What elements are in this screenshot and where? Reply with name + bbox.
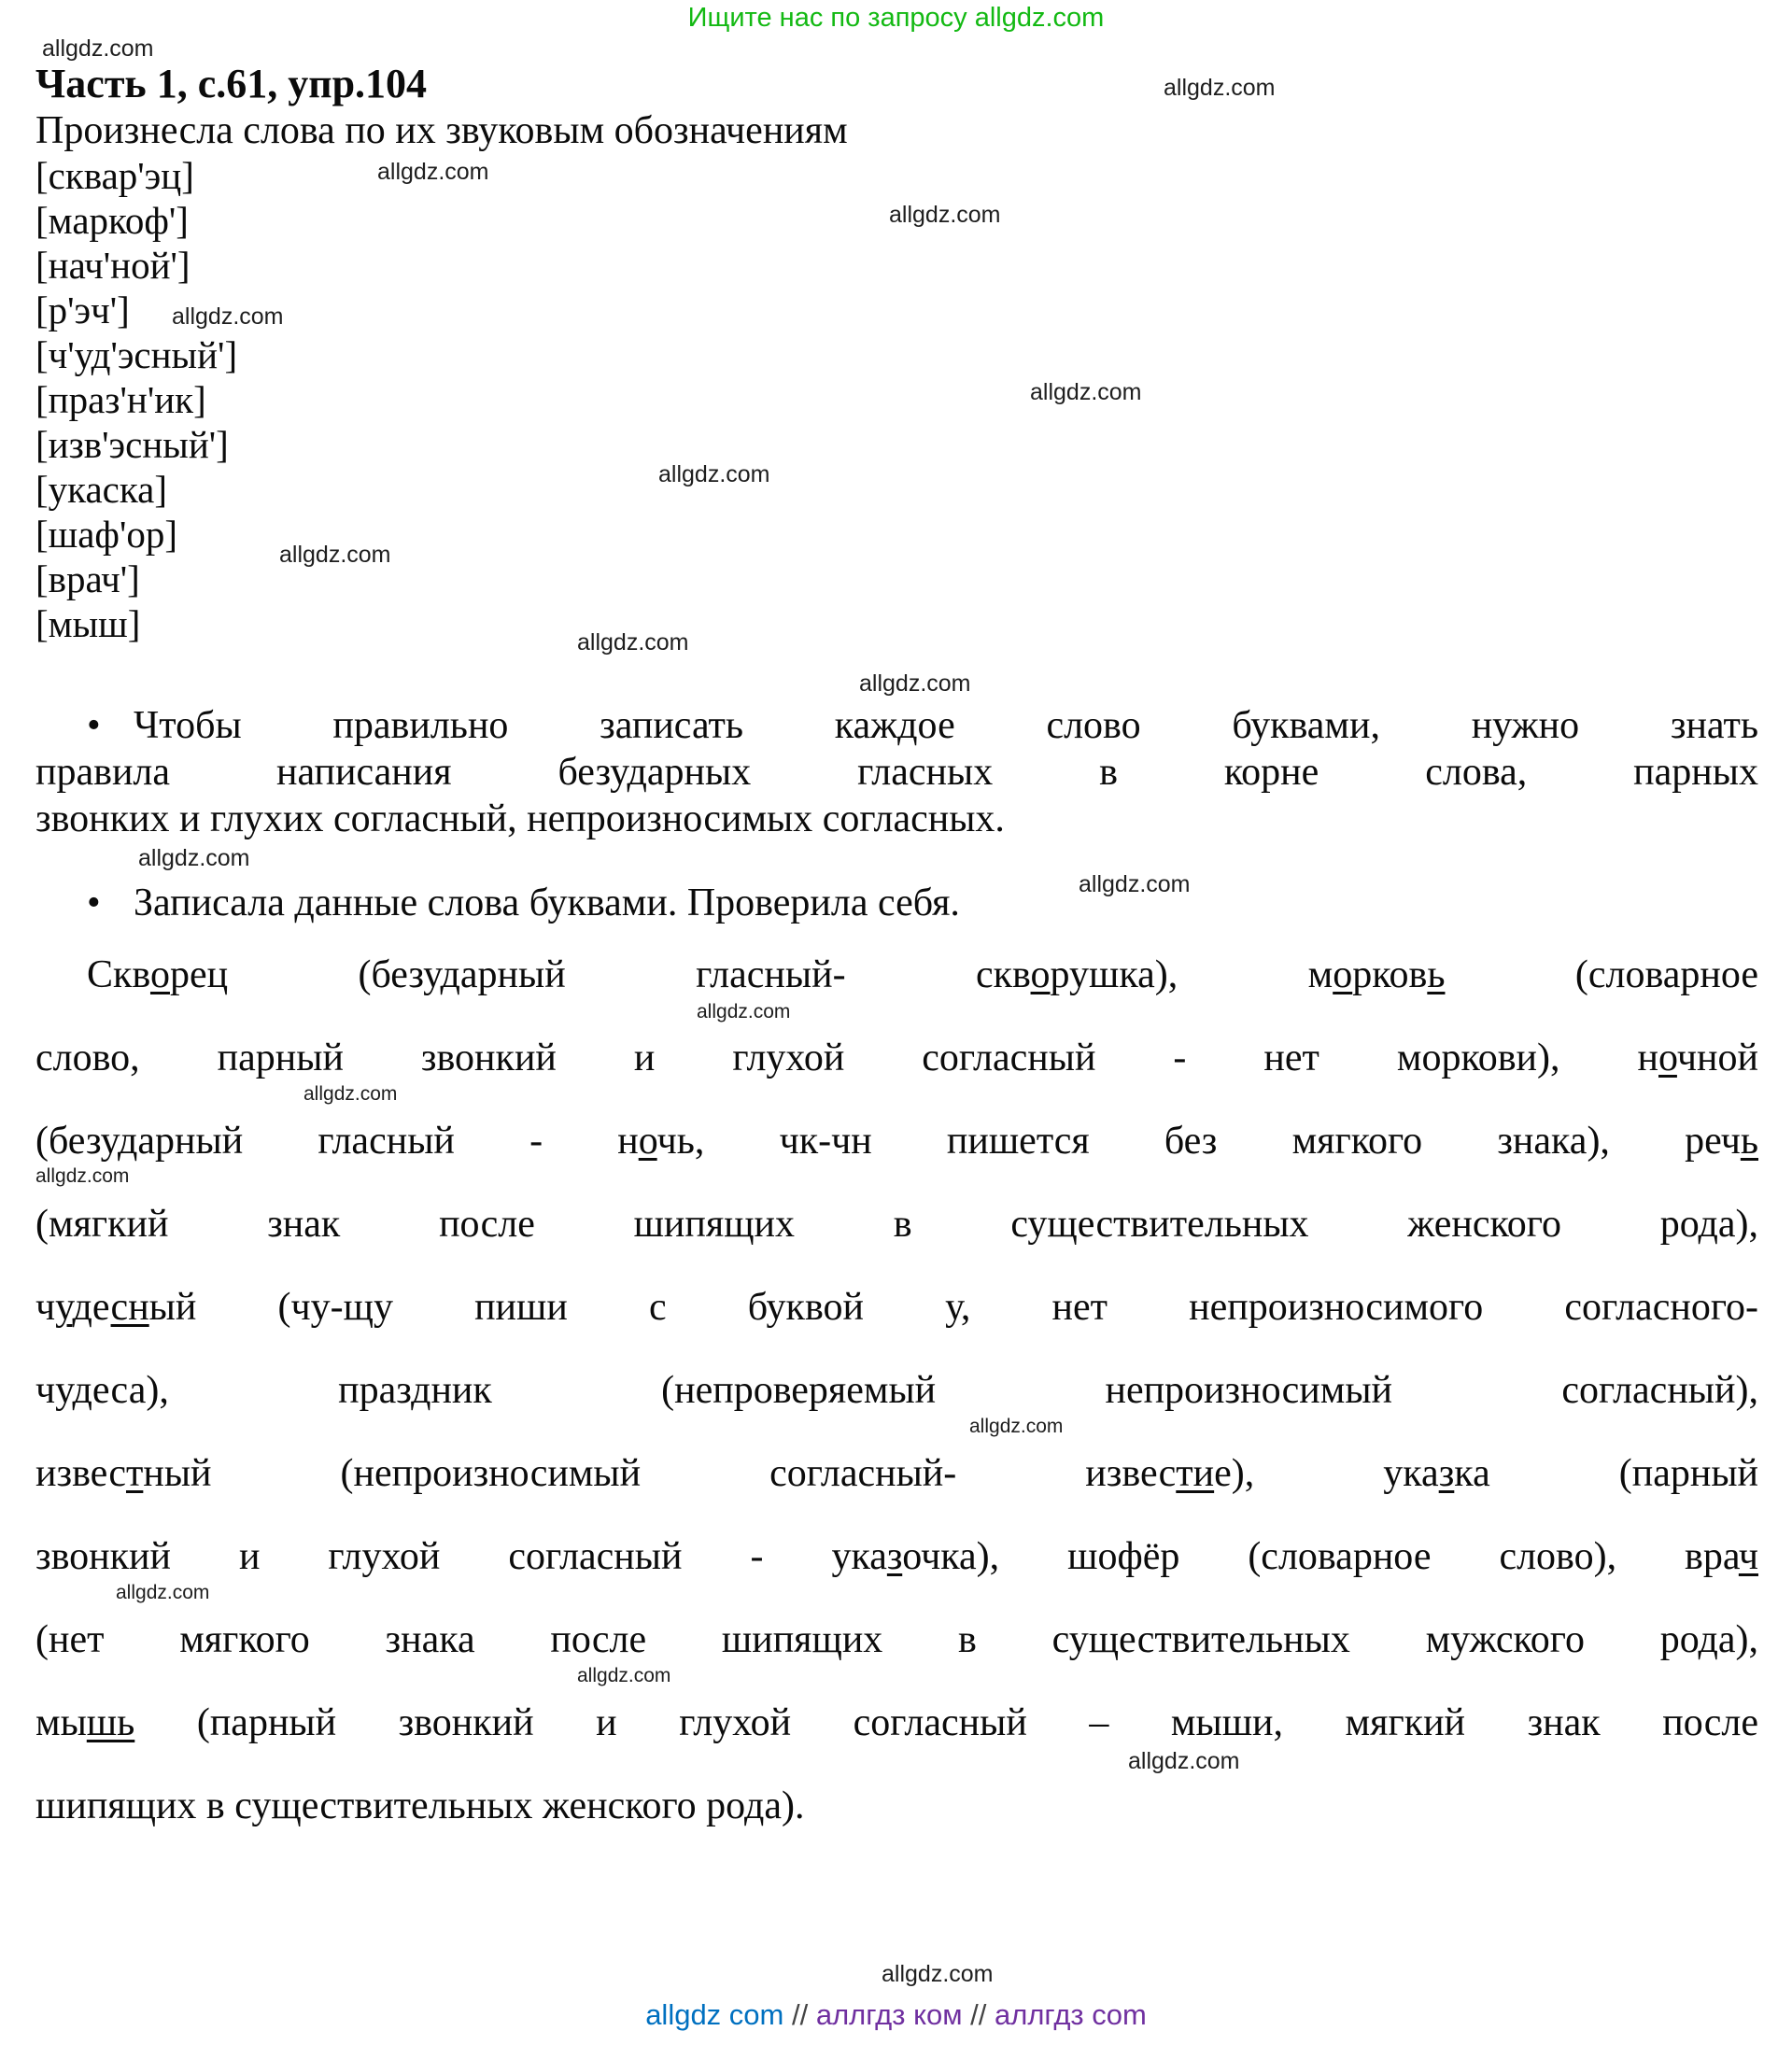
transcription-item: [ч'уд'эсный'] [35, 333, 238, 376]
answer-paragraph [35, 934, 1758, 1848]
bullet-paragraph-task [35, 880, 1758, 926]
text-segment: аллгдз com [995, 1998, 1147, 2031]
text-segment: е), ука [1214, 1452, 1439, 1495]
underlined-letter: сн [110, 1286, 149, 1329]
paragraph-line [35, 1599, 1758, 1682]
text-segment: звонких и глухих согласный, непроизносимых согласных. [35, 797, 1005, 840]
underlined-letter: ь [1740, 1120, 1758, 1163]
text-segment: аллгдз ком [815, 1998, 963, 2031]
text-segment: рков [1352, 953, 1428, 996]
text-segment: рушка), м [1050, 953, 1333, 996]
text-segment: (мягкий знак после шипящих в существительных женского рода), [35, 1203, 1758, 1246]
text-segment: ка (парный [1454, 1452, 1759, 1495]
underlined-letter: о [1030, 953, 1051, 996]
underlined-letter: у [55, 1286, 73, 1329]
watermark-text: allgdz.com [172, 303, 284, 330]
underlined-letter: о [1658, 1037, 1677, 1079]
transcription-item: [маркоф'] [35, 199, 189, 242]
text-segment: (парный звонкий и глухой согласный – мыши, мягкий знак после [134, 1701, 1758, 1744]
paragraph-line [35, 1183, 1758, 1266]
transcription-item: [мыш] [35, 602, 141, 645]
underlined-letter: ти [1176, 1452, 1215, 1495]
watermark-text: allgdz.com [577, 629, 689, 656]
text-segment: Скв [87, 953, 150, 996]
underlined-letter: з [886, 1535, 903, 1578]
watermark-text: allgdz.com [859, 670, 971, 697]
text-line [35, 749, 1758, 796]
transcription-item: [укаска] [35, 468, 167, 511]
text-segment: ч [35, 1286, 56, 1329]
watermark-text: allgdz.com [577, 1665, 671, 1686]
paragraph-line [35, 1017, 1758, 1100]
paragraph-line [35, 1765, 1758, 1848]
watermark-text: allgdz.com [1079, 871, 1191, 897]
text-segment: слово, парный звонкий и глухой согласный - нет моркови), н [35, 1037, 1658, 1079]
text-segment: • [87, 881, 101, 924]
text-segment: звонкий и глухой согласный - ука [35, 1535, 887, 1578]
text-segment: (безударный гласный - н [35, 1120, 639, 1163]
underlined-letter: ч [1738, 1535, 1758, 1578]
text-segment: мы [35, 1701, 87, 1744]
promo-banner [0, 3, 1792, 34]
page-title: Часть 1, с.61, упр.104 [35, 61, 428, 106]
text-segment: Чтобы правильно записать каждое слово буквами, нужно знать [134, 704, 1758, 747]
watermark-text: allgdz.com [303, 1083, 398, 1105]
text-segment: allgdz com [645, 1998, 784, 2031]
text-line [35, 880, 1758, 926]
text-segment: Ищите нас по запросу allgdz.com [687, 3, 1105, 33]
text-segment: очка), шофёр (словарное слово), вра [902, 1535, 1739, 1578]
text-segment: рец (безударный гласный- скв [169, 953, 1031, 996]
text-segment: // [962, 1998, 995, 2031]
transcription-item: [сквар'эц] [35, 154, 194, 197]
transcription-item: [нач'ной'] [35, 244, 190, 287]
watermark-text: allgdz.com [969, 1416, 1064, 1437]
transcription-item: [врач'] [35, 557, 140, 600]
paragraph-line [35, 1682, 1758, 1765]
paragraph-line [35, 1516, 1758, 1599]
watermark-text: allgdz.com [42, 35, 154, 62]
underlined-letter: о [1333, 953, 1353, 996]
watermark-text: allgdz.com [279, 542, 391, 568]
text-line [35, 702, 1758, 749]
watermark-text: allgdz.com [35, 1165, 130, 1187]
text-segment: (словарное [1445, 953, 1758, 996]
paragraph-line [35, 1349, 1758, 1432]
text-segment: чь, чк-чн пишется без мягкого знака), реч [656, 1120, 1741, 1163]
text-segment: чной [1676, 1037, 1758, 1079]
transcription-item: [р'эч'] [35, 289, 130, 331]
task-description: Произнесла слова по их звуковым обозначениям [35, 109, 848, 152]
underlined-letter: т [125, 1452, 144, 1495]
paragraph-line [35, 934, 1758, 1017]
text-segment: шипящих в существительных женского рода). [35, 1784, 805, 1827]
footer-links [0, 1998, 1792, 2032]
text-segment: // [783, 1998, 816, 2031]
paragraph-line [35, 1266, 1758, 1349]
watermark-text: allgdz.com [882, 1961, 994, 1987]
underlined-letter: о [638, 1120, 657, 1163]
text-segment: • [87, 704, 101, 747]
watermark-text: allgdz.com [138, 845, 250, 871]
text-segment: ник (непроверяемый непроизносимый согласный), [430, 1369, 1758, 1412]
text-segment: ый (чу-щу пиши с буквой у, нет непроизносимого согласного- [148, 1286, 1758, 1329]
transcription-item: [шаф'ор] [35, 513, 178, 556]
text-line [35, 796, 1758, 842]
text-segment: (нет мягкого знака после шипящих в существительных мужского рода), [35, 1618, 1758, 1661]
watermark-text: allgdz.com [1164, 75, 1276, 101]
bullet-paragraph-rules [35, 702, 1758, 842]
transcription-item: [изв'эсный'] [35, 423, 229, 466]
watermark-text: allgdz.com [1030, 379, 1142, 405]
underlined-letter: шь [86, 1701, 135, 1744]
watermark-text: allgdz.com [889, 202, 1001, 228]
paragraph-line [35, 1100, 1758, 1183]
underlined-letter: ь [1427, 953, 1446, 996]
text-segment: правила написания безударных гласных в корне слова, парных [35, 751, 1758, 794]
underlined-letter: о [149, 953, 170, 996]
text-segment: Записала данные слова буквами. Проверила себя. [134, 881, 960, 924]
transcription-list [35, 153, 237, 646]
paragraph-line [35, 1432, 1758, 1516]
watermark-text: allgdz.com [658, 461, 770, 487]
underlined-letter: д [411, 1369, 431, 1412]
text-segment: ный (непроизносимый согласный- извес [143, 1452, 1177, 1495]
text-segment: извес [35, 1452, 126, 1495]
watermark-text: allgdz.com [1128, 1748, 1240, 1774]
watermark-text: allgdz.com [377, 159, 489, 185]
underlined-letter: з [1438, 1452, 1455, 1495]
watermark-text: allgdz.com [116, 1582, 210, 1603]
text-segment: чудеса), праз [35, 1369, 412, 1412]
watermark-text: allgdz.com [697, 1001, 791, 1022]
transcription-item: [праз'н'ик] [35, 378, 206, 421]
text-segment: де [72, 1286, 111, 1329]
